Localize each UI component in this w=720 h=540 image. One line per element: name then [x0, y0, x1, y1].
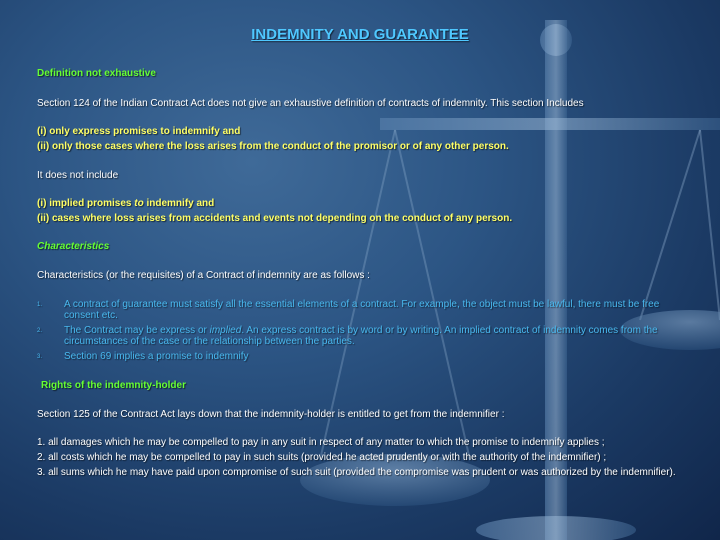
slide-title: INDEMNITY AND GUARANTEE — [251, 26, 469, 43]
characteristics-heading: Characteristics — [37, 241, 110, 252]
characteristic-item-2-prefix: The Contract may be express or — [64, 325, 210, 336]
definition-heading: Definition not exhaustive — [37, 68, 156, 79]
includes-item-1: (i) only express promises to indemnify and — [37, 126, 241, 137]
excludes-item-1-suffix: indemnify and — [143, 198, 215, 209]
excludes-item-1-italic: to — [134, 198, 144, 209]
excludes-item-1 — [37, 198, 214, 210]
rights-intro: Section 125 of the Contract Act lays down that the indemnity-holder is entitled to get from the indemnifier : — [37, 409, 505, 420]
excludes-item-1-prefix: (i) implied promises — [37, 198, 135, 209]
characteristic-item-1-line1: A contract of guarantee must satisfy all the essential elements of a contract. For example, the object must be lawful, there must be free — [64, 299, 660, 310]
excludes-item-2: (ii) cases where loss arises from accidents and events not depending on the conduct of any person. — [37, 213, 513, 224]
characteristic-item-3-line1: Section 69 implies a promise to indemnify — [64, 351, 249, 362]
includes-item-2: (ii) only those cases where the loss arises from the conduct of the promisor or of any other person. — [37, 141, 509, 152]
characteristic-item-3 — [37, 351, 667, 362]
rights-heading: Rights of the indemnity-holder — [41, 380, 186, 391]
characteristic-item-2-number: 2. — [37, 328, 43, 334]
characteristic-item-1-number: 1. — [37, 302, 43, 308]
characteristic-item-2 — [37, 325, 667, 347]
characteristic-item-2-suffix: . An express contract is by word or by writing. An implied contract of indemnity comes from the — [241, 325, 658, 336]
characteristic-item-2-line2: circumstances of the case or the relationship between the parties. — [64, 336, 355, 347]
characteristic-item-1 — [37, 299, 667, 321]
characteristics-intro: Characteristics (or the requisites) of a Contract of indemnity are as follows : — [37, 270, 370, 281]
not-include-label: It does not include — [37, 170, 119, 181]
characteristic-item-1-line2: consent etc. — [64, 310, 118, 321]
characteristic-item-2-italic: implied — [209, 325, 242, 336]
definition-intro: Section 124 of the Indian Contract Act does not give an exhaustive definition of contracts of indemnity. This section Includes — [37, 98, 584, 109]
right-item-1: 1. all damages which he may be compelled to pay in any suit in respect of any matter to which the promise to indemnify applies ; — [37, 437, 605, 448]
characteristic-item-2-line1 — [64, 325, 667, 336]
right-item-3: 3. all sums which he may have paid upon compromise of such suit (provided the compromise was prudent or was authorized by the indemnifier). — [37, 467, 676, 478]
right-item-2: 2. all costs which he may be compelled to pay in such suits (provided he acted prudently or with the authority of the indemnifier) ; — [37, 452, 607, 463]
characteristic-item-3-number: 3. — [37, 354, 43, 360]
